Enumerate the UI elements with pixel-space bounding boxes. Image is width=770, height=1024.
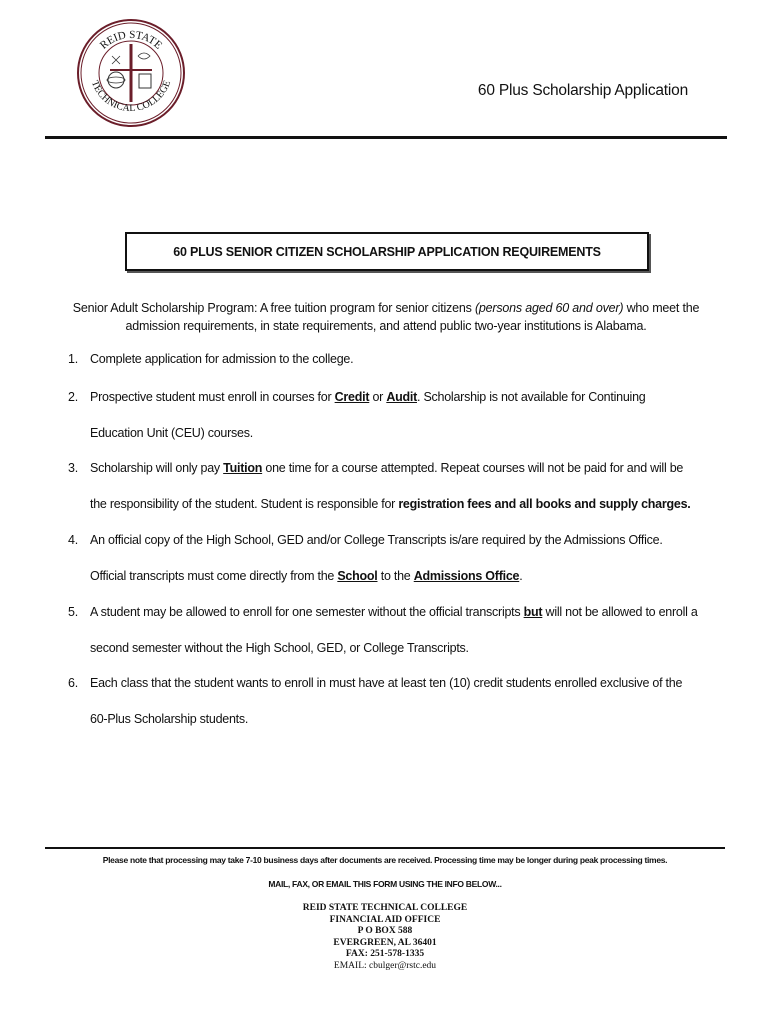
address-po-box: P O BOX 588 xyxy=(357,926,413,936)
item-text: Prospective student must enroll in courses for Credit or Audit. Scholarship is not available for Continuing xyxy=(90,390,646,404)
item-text-line2: second semester without the High School, GED, or College Transcripts. xyxy=(90,641,469,655)
item-text: A student may be allowed to enroll for one semester without the official transcripts but will not be allowed to enroll a xyxy=(90,605,698,619)
address-office: FINANCIAL AID OFFICE xyxy=(329,914,441,925)
credit-term: Credit xyxy=(334,390,370,404)
seal-bottom-text: TECHNICAL COLLEGE xyxy=(88,79,174,115)
item-text-line2: Official transcripts must come directly from the School to the Admissions Office. xyxy=(90,569,523,583)
intro-line2: admission requirements, in state requirements, and attend public two-year institutions is Alabama. xyxy=(125,319,647,333)
address-email[interactable]: EMAIL: cbulger@rstc.edu xyxy=(333,960,437,971)
admissions-office-term: Admissions Office xyxy=(413,569,520,583)
item-text: Complete application for admission to the college. xyxy=(90,352,354,366)
intro-lead: Senior Adult Scholarship Program: A free tuition program for senior citizens xyxy=(72,301,475,315)
footer-divider xyxy=(45,847,725,849)
processing-note: Please note that processing may take 7-10 business days after documents are received. Processing time may be longer during peak processing times. xyxy=(102,855,668,865)
audit-term: Audit xyxy=(386,390,417,404)
address-college: REID STATE TECHNICAL COLLEGE xyxy=(302,903,468,913)
page-title: 60 Plus Scholarship Application xyxy=(477,82,688,99)
item-number: 6. xyxy=(68,676,78,690)
intro-tail: who meet the xyxy=(623,301,700,315)
item-text: An official copy of the High School, GED and/or College Transcripts is/are required by the Admissions Office. xyxy=(90,533,663,547)
item-text-line2: the responsibility of the student. Student is responsible for registration fees and all books and supply charges. xyxy=(90,497,691,511)
intro-italic: (persons aged 60 and over) xyxy=(474,301,624,315)
fees-term: registration fees and all books and supply charges. xyxy=(398,497,691,511)
item-number: 1. xyxy=(68,352,78,366)
address-fax: FAX: 251-578-1335 xyxy=(345,949,425,959)
item-text: Each class that the student wants to enroll in must have at least ten (10) credit students enrolled exclusive of the xyxy=(90,676,683,690)
mail-instructions: MAIL, FAX, OR EMAIL THIS FORM USING THE INFO BELOW... xyxy=(268,879,502,889)
item-number: 5. xyxy=(68,605,78,619)
tuition-term: Tuition xyxy=(223,461,263,475)
item-number: 4. xyxy=(68,533,78,547)
requirements-heading: 60 PLUS SENIOR CITIZEN SCHOLARSHIP APPLICATION REQUIREMENTS xyxy=(173,244,601,259)
but-term: but xyxy=(523,605,543,619)
item-number: 3. xyxy=(68,461,78,475)
header-divider xyxy=(45,136,727,139)
item-text-line2: 60-Plus Scholarship students. xyxy=(90,712,249,726)
school-term: School xyxy=(337,569,378,583)
requirements-heading-box xyxy=(125,232,649,271)
item-number: 2. xyxy=(68,390,78,404)
address-city: EVERGREEN, AL 36401 xyxy=(333,937,437,948)
mailing-address xyxy=(45,903,725,972)
intro-paragraph xyxy=(56,299,716,335)
item-text: Scholarship will only pay Tuition one time for a course attempted. Repeat courses will not be paid for and will be xyxy=(90,461,684,475)
seal-top-text: REID STATE xyxy=(97,28,165,52)
item-text-line2: Education Unit (CEU) courses. xyxy=(90,426,253,440)
college-seal-logo xyxy=(76,18,186,128)
